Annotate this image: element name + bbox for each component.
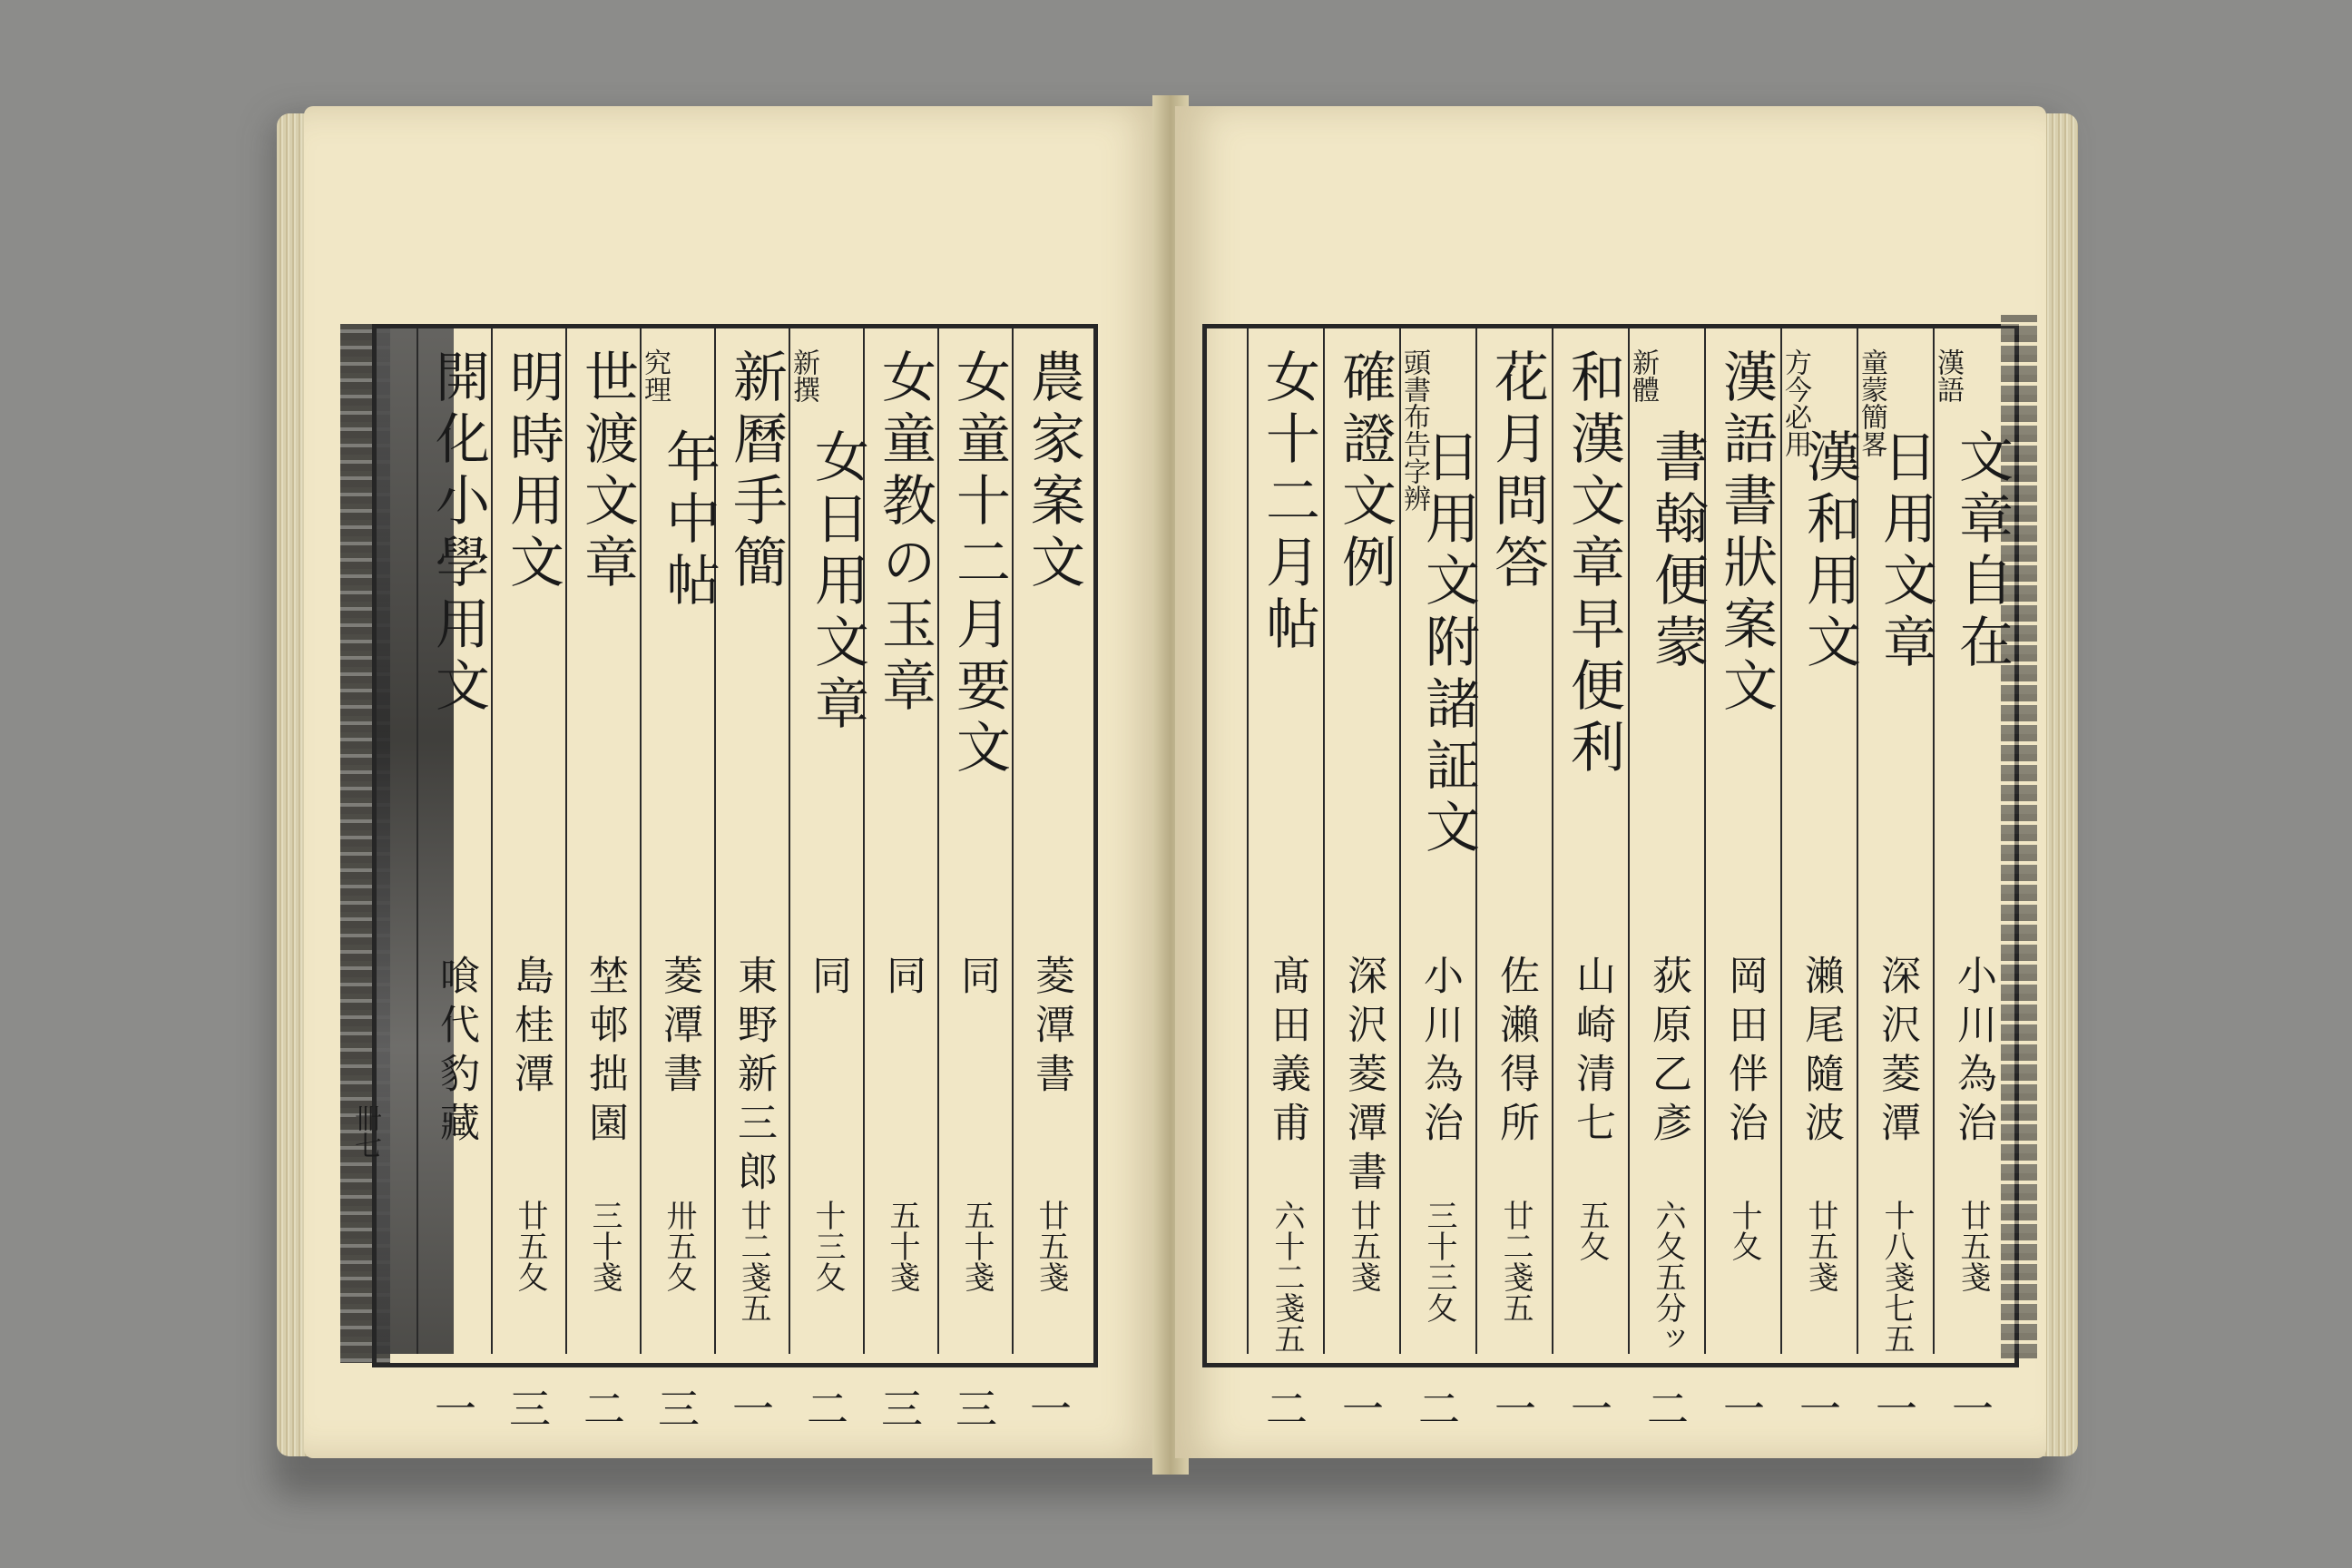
- entry-volume-count: 一: [1723, 1385, 1765, 1434]
- entry-title: 花月問答: [1485, 348, 1549, 595]
- entry-title: 文章自在: [1950, 428, 2014, 675]
- entry-title: 漢和用文: [1798, 428, 1861, 675]
- left-margin-page-number: 卌七: [349, 1104, 381, 1159]
- entry-volume-count: 一: [1494, 1385, 1536, 1434]
- catalog-entry-column: [714, 328, 790, 1434]
- entry-author: 島桂潭: [507, 955, 554, 1102]
- entry-volume-count: 一: [1952, 1385, 1994, 1434]
- catalog-entry-column: [565, 328, 642, 1434]
- entry-volume-count: 三: [509, 1385, 551, 1434]
- entry-volume-count: 一: [1571, 1385, 1612, 1434]
- entry-author: 菱潭書: [656, 955, 702, 1102]
- right-page: [1175, 106, 2046, 1458]
- entry-price: 五十戔: [884, 1200, 920, 1292]
- entry-price: 五十戔: [958, 1200, 995, 1292]
- entry-title: 日用文章: [1874, 428, 1937, 675]
- entry-author: 佐瀨得所: [1493, 955, 1539, 1151]
- catalog-entry-column: [1856, 328, 1937, 1434]
- catalog-entry-column: [788, 328, 869, 1434]
- entry-price: 六十二戔五: [1269, 1200, 1305, 1354]
- entry-price: 廿五戔: [1033, 1200, 1069, 1292]
- entry-volume-count: 一: [1030, 1385, 1072, 1434]
- entry-author: 菱潭書: [1028, 955, 1074, 1102]
- entry-title: 女童教の玉章: [873, 348, 936, 719]
- catalog-entry-column: [863, 328, 939, 1434]
- catalog-entry-column: [1475, 328, 1553, 1434]
- entry-author: 瀨尾隨波: [1798, 955, 1844, 1151]
- entry-volume-count: 一: [1876, 1385, 1917, 1434]
- entry-title: 開化小學用文: [426, 348, 490, 719]
- entry-price: 六夂五分ッ: [1650, 1200, 1686, 1354]
- entry-price: 廿二戔五: [1497, 1200, 1534, 1323]
- entry-title: 漢語書狀案文: [1714, 348, 1778, 719]
- catalog-entry-column: [639, 328, 720, 1434]
- catalog-entry-column: [1779, 328, 1861, 1434]
- entry-volume-count: 二: [807, 1385, 848, 1434]
- entry-title: 女童十二月要文: [947, 348, 1011, 780]
- entry-author: 同: [954, 955, 1000, 1004]
- entry-title: 明時用文: [501, 348, 564, 595]
- entry-author: 同: [805, 955, 851, 1004]
- entry-heading-note: 新體: [1627, 348, 1659, 403]
- entry-heading-note: 頭書布告字辨: [1398, 348, 1430, 512]
- catalog-entry-column: [1704, 328, 1782, 1434]
- left-page: [304, 106, 1166, 1458]
- entry-title: 女十二月帖: [1257, 348, 1320, 657]
- entry-author: 東野新三郎: [730, 955, 777, 1200]
- entry-volume-count: 一: [732, 1385, 774, 1434]
- entry-heading-note: 童蒙簡畧: [1856, 348, 1887, 457]
- entry-price: 廿五戔: [1955, 1200, 1991, 1292]
- entry-title: 女日用文章: [806, 428, 869, 737]
- entry-price: 三十戔: [586, 1200, 622, 1292]
- entry-volume-count: 一: [1342, 1385, 1384, 1434]
- catalog-entry-column: [1012, 328, 1088, 1434]
- entry-author: 髙田義甫: [1264, 955, 1310, 1151]
- entry-volume-count: 三: [881, 1385, 923, 1434]
- entry-volume-count: 二: [1266, 1385, 1308, 1434]
- open-book: [277, 95, 2078, 1475]
- entry-author: 喰代豹藏: [433, 955, 479, 1151]
- catalog-entry-column: [416, 328, 493, 1434]
- entry-price: 廿五戔: [1345, 1200, 1381, 1292]
- entry-volume-count: 三: [658, 1385, 700, 1434]
- entry-title: 世渡文章: [575, 348, 639, 595]
- entry-price: 五夂: [1573, 1200, 1610, 1261]
- entry-volume-count: 二: [1418, 1385, 1460, 1434]
- entry-title: 確證文例: [1333, 348, 1396, 595]
- entry-author: 岡田伴治: [1721, 955, 1768, 1151]
- entry-volume-count: 一: [435, 1385, 476, 1434]
- entry-price: 卅五夂: [661, 1200, 697, 1292]
- entry-heading-note: 新撰: [788, 348, 819, 403]
- catalog-entry-column: [1552, 328, 1630, 1434]
- catalog-entry-column: [1398, 328, 1480, 1434]
- entry-price: 廿二戔五: [735, 1200, 771, 1323]
- catalog-entry-column: [1247, 328, 1325, 1434]
- entry-price: 十三夂: [809, 1200, 846, 1292]
- catalog-entry-column: [937, 328, 1014, 1434]
- entry-volume-count: 一: [1799, 1385, 1841, 1434]
- entry-title: 年中帖: [657, 428, 720, 613]
- entry-volume-count: 三: [956, 1385, 997, 1434]
- entry-price: 十夂: [1726, 1200, 1762, 1261]
- entry-title: 農家案文: [1022, 348, 1085, 595]
- entry-price: 廿五夂: [512, 1200, 548, 1292]
- entry-author: 埜邨拙園: [582, 955, 628, 1151]
- entry-title: 書翰便蒙: [1645, 428, 1709, 675]
- entry-title: 日用文附諸証文: [1416, 428, 1480, 860]
- entry-heading-note: 方今必用: [1779, 348, 1811, 457]
- entry-price: 十八戔七五: [1878, 1200, 1915, 1354]
- entry-author: 小川為治: [1416, 955, 1463, 1151]
- catalog-entry-column: [1932, 328, 2014, 1434]
- entry-price: 廿五戔: [1802, 1200, 1838, 1292]
- entry-author: 小川為治: [1950, 955, 1996, 1151]
- entry-heading-note: 漢語: [1932, 348, 1964, 403]
- entry-title: 和漢文章早便利: [1562, 348, 1625, 780]
- entry-price: 三十三夂: [1421, 1200, 1457, 1323]
- entry-volume-count: 二: [1647, 1385, 1689, 1434]
- entry-heading-note: 究理: [639, 348, 671, 403]
- entry-author: 荻原乙彥: [1645, 955, 1691, 1151]
- entry-author: 深沢菱潭: [1874, 955, 1920, 1151]
- entry-author: 山崎清七: [1569, 955, 1615, 1151]
- catalog-entry-column: [491, 328, 567, 1434]
- catalog-entry-column: [1627, 328, 1709, 1434]
- entry-title: 新曆手簡: [724, 348, 788, 595]
- entry-author: 同: [879, 955, 926, 1004]
- entry-author: 深沢菱潭書: [1340, 955, 1387, 1200]
- entry-volume-count: 二: [583, 1385, 625, 1434]
- catalog-entry-column: [1323, 328, 1401, 1434]
